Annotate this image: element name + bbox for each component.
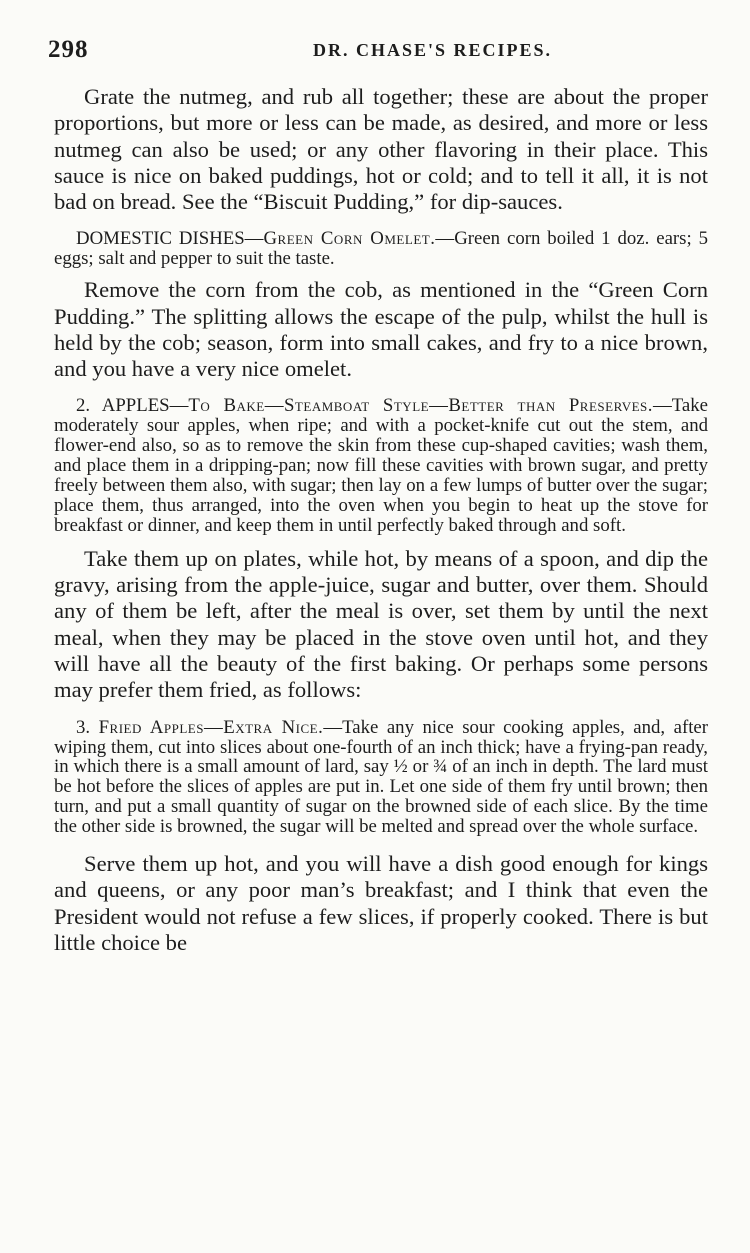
paragraph-serve-hot: Serve them up hot, and you will have a dish good enough for kings and queens, or any poor man’s breakfast; and I think that even the President would not refuse a few slices, if properly cooked. There is but little choice be bbox=[54, 851, 708, 955]
paragraph-nutmeg-sauce: Grate the nutmeg, and rub all together; these are about the proper proportions, but more or less can be made, as desired, and more or less nutmeg can also be used; or any other flavoring in their place. This sauce is nice on baked puddings, hot or cold; and to tell it all, it is not bad on bread. See the “Biscuit Pudding,” for dip-sauces. bbox=[54, 84, 708, 215]
recipe-title: To Bake—Steamboat Style—Better than Preserves. bbox=[188, 395, 653, 417]
recipe-number: 3. bbox=[76, 716, 99, 738]
recipe-title: Green Corn Omelet. bbox=[263, 228, 436, 250]
page-header bbox=[48, 36, 720, 66]
recipe-green-corn-omelet bbox=[54, 229, 708, 269]
recipe-baked-apples bbox=[54, 396, 708, 535]
recipe-category-heading: DOMESTIC DISHES— bbox=[76, 228, 264, 250]
recipe-instructions: —Take moderately sour apples, when ripe; and with a pocket-knife cut out the stem, and flower-end also, so as to remove the skin from these cup-shaped cavities; wash them, and place them in a dripping-pan; now fill these cavities with brown sugar, and pretty freely between them also, with sugar; then lay on a few lumps of butter over the sugar; place them, thus arranged, into the oven when you begin to heat up the stove for breakfast or dinner, and keep them in until perfectly baked through and soft. bbox=[54, 395, 708, 536]
recipe-title: Fried Apples—Extra Nice. bbox=[98, 716, 324, 738]
recipe-ingredients: —Green corn boiled 1 doz. ears; 5 eggs; salt and pepper to suit the taste. bbox=[54, 228, 709, 270]
paragraph-serving-apples: Take them up on plates, while hot, by means of a spoon, and dip the gravy, arising from the apple-juice, sugar and butter, over them. Should any of them be left, after the meal is over, set them by until the next meal, when they may be placed in the stove oven until hot, and they will have all the beauty of the first baking. Or perhaps some persons may prefer them fried, as follows: bbox=[54, 545, 708, 703]
page-body bbox=[54, 84, 708, 962]
page-number: 298 bbox=[48, 36, 89, 63]
running-head: DR. CHASE'S RECIPES. bbox=[313, 40, 553, 60]
recipe-instructions: —Take any nice sour cooking apples, and, after wiping them, cut into slices about one-fourth of an inch thick; have a frying-pan ready, in which there is a small amount of lard, say ½ or ¾ of an inch in depth. The lard must be hot before the slices of apples are put in. Let one side of them fry until brown; then turn, and put a small quantity of sugar on the browned side of each slice. By the time the other side is browned, the sugar will be melted and spread over the whole surface. bbox=[54, 716, 709, 838]
recipe-number-heading: 2. APPLES— bbox=[76, 395, 189, 417]
paragraph-omelet-method: Remove the corn from the cob, as mentioned in the “Green Corn Pudding.” The splitting allows the escape of the pulp, whilst the hull is held by the cob; season, form into small cakes, and fry to a nice brown, and you have a very nice omelet. bbox=[54, 277, 708, 382]
recipe-fried-apples bbox=[54, 718, 708, 837]
